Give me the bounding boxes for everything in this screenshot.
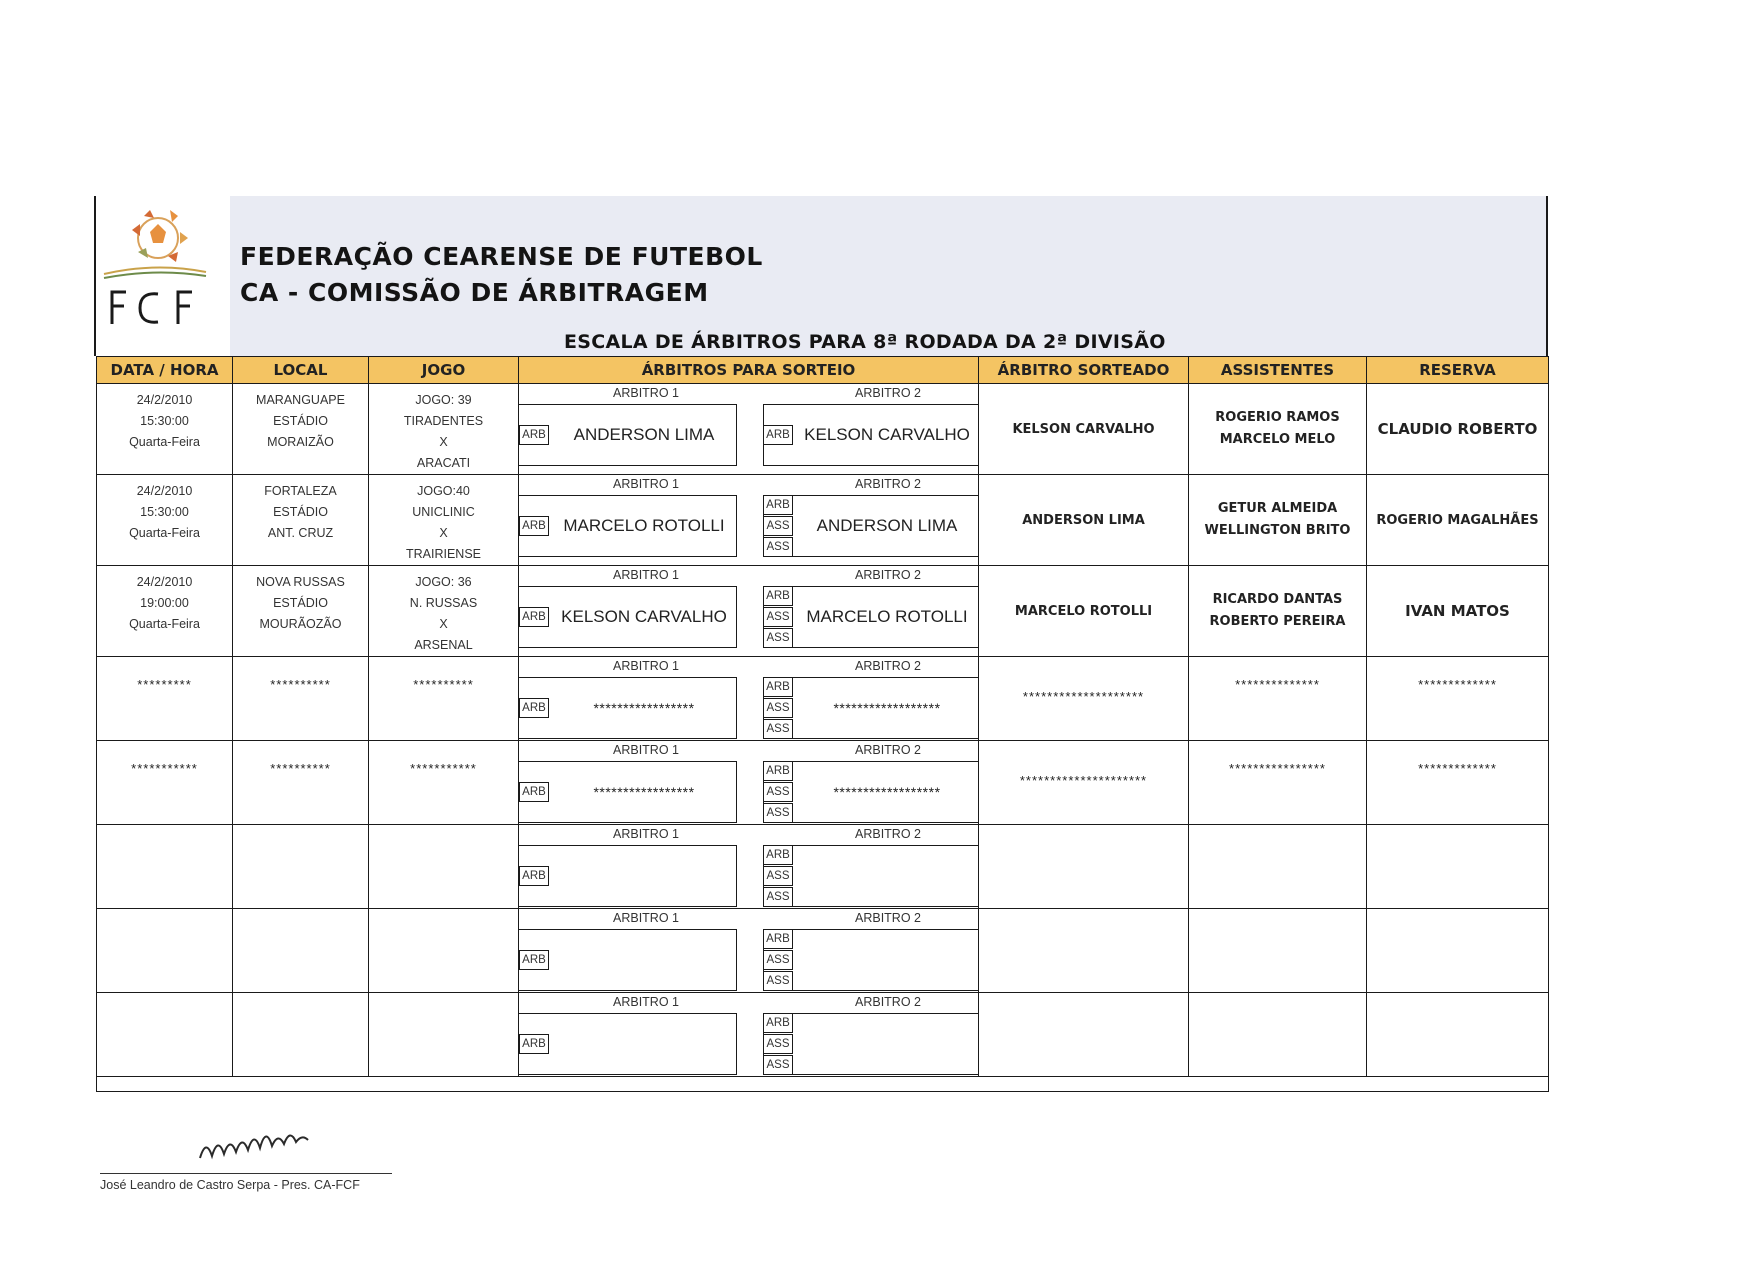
match-date: 24/2/2010: [136, 393, 193, 407]
table-row: [97, 475, 1549, 566]
arbitro2-label: ARBITRO 2: [855, 386, 921, 400]
match-weekday: Quarta-Feira: [129, 435, 200, 449]
versus: X: [439, 526, 448, 540]
escala-sheet: [96, 196, 1548, 1098]
arbitro2-name: MARCELO ROTOLLI: [806, 607, 968, 626]
placeholder-stars: *************: [1418, 761, 1497, 776]
ass-tag: ASS: [763, 782, 793, 802]
arbitros-cell: [519, 825, 979, 909]
data-hora-cell: [97, 741, 233, 825]
arbitro1-name: KELSON CARVALHO: [561, 607, 727, 626]
data-hora-cell: [97, 657, 233, 741]
city: FORTALEZA: [264, 484, 337, 498]
match-weekday: Quarta-Feira: [129, 617, 200, 631]
arb-tag: ARB: [763, 586, 793, 606]
data-hora-cell: [97, 909, 233, 993]
reserva-cell: [1367, 993, 1549, 1077]
sorteado-cell: [979, 909, 1189, 993]
arbitro2-box: [763, 845, 979, 907]
local-cell: [233, 825, 369, 909]
reserva-name: CLAUDIO ROBERTO: [1377, 420, 1538, 438]
escala-table: [96, 356, 1549, 1092]
arbitro1-label: ARBITRO 1: [613, 568, 679, 582]
arb-tag: ARB: [519, 1034, 549, 1054]
assistente-1: ROGERIO RAMOS: [1215, 410, 1340, 425]
match-time: 15:30:00: [140, 505, 189, 519]
table-footer-row: [97, 1077, 1549, 1092]
sorteado-cell: [979, 566, 1189, 657]
placeholder-stars: ***********: [131, 761, 198, 776]
assistentes-cell: [1189, 741, 1367, 825]
arbitro-sorteado: MARCELO ROTOLLI: [1014, 603, 1153, 619]
table-row: [97, 909, 1549, 993]
venue-type: ESTÁDIO: [273, 414, 328, 428]
table-row: [97, 993, 1549, 1077]
assistentes-cell: [1189, 657, 1367, 741]
venue-name: ANT. CRUZ: [267, 526, 334, 540]
assistentes-cell: [1189, 384, 1367, 475]
away-team: TRAIRIENSE: [405, 547, 481, 561]
reserva-cell: [1367, 384, 1549, 475]
placeholder-stars: **************: [1235, 677, 1320, 692]
arbitro1-label: ARBITRO 1: [613, 477, 679, 491]
reserva-cell: [1367, 657, 1549, 741]
arbitro1-name: MARCELO ROTOLLI: [563, 516, 725, 535]
arb-tag: ARB: [519, 425, 549, 445]
arb-tag: ARB: [763, 929, 793, 949]
table-row: [97, 384, 1549, 475]
reserva-cell: [1367, 825, 1549, 909]
ass-tag: ASS: [763, 971, 793, 991]
data-hora-cell: [97, 566, 233, 657]
table-header-row: [97, 357, 1549, 384]
arb-tag: ARB: [519, 607, 549, 627]
venue-type: ESTÁDIO: [273, 505, 328, 519]
placeholder-stars: ********************: [1022, 689, 1145, 704]
assistentes-cell: [1189, 993, 1367, 1077]
arbitro1-label: ARBITRO 1: [613, 827, 679, 841]
ass-tag: ASS: [763, 866, 793, 886]
arb-tag: ARB: [763, 1013, 793, 1033]
ass-tag: ASS: [763, 628, 793, 648]
table-row: [97, 741, 1549, 825]
arbitro1-name: ANDERSON LIMA: [573, 425, 715, 444]
venue-name: MORAIZÃO: [267, 435, 334, 449]
arbitro2-label: ARBITRO 2: [855, 743, 921, 757]
assistentes-cell: [1189, 909, 1367, 993]
ass-tag: ASS: [763, 887, 793, 907]
arbitro1-box: [519, 845, 737, 907]
page-title: ESCALA DE ÁRBITROS PARA 8ª RODADA DA 2ª DIVISÃO: [564, 331, 1166, 353]
reserva-cell: [1367, 909, 1549, 993]
fcf-logo: [96, 196, 230, 356]
local-cell: [233, 993, 369, 1077]
local-cell: [233, 566, 369, 657]
sorteado-cell: [979, 657, 1189, 741]
arb-tag: ARB: [519, 516, 549, 536]
arbitro1-name: *****************: [593, 700, 695, 716]
placeholder-stars: **********: [270, 761, 331, 776]
assistente-2: WELLINGTON BRITO: [1204, 523, 1351, 538]
placeholder-stars: **********: [270, 677, 331, 692]
assistente-1: RICARDO DANTAS: [1212, 592, 1343, 607]
match-time: 15:30:00: [140, 414, 189, 428]
jogo-cell: [369, 993, 519, 1077]
local-cell: [233, 909, 369, 993]
city: MARANGUAPE: [256, 393, 345, 407]
ass-tag: ASS: [763, 537, 793, 557]
sorteado-cell: [979, 475, 1189, 566]
city: NOVA RUSSAS: [256, 575, 345, 589]
versus: X: [439, 435, 448, 449]
arbitros-cell: [519, 657, 979, 741]
jogo-cell: [369, 909, 519, 993]
data-hora-cell: [97, 993, 233, 1077]
away-team: ARACATI: [416, 456, 471, 470]
arbitro2-label: ARBITRO 2: [855, 659, 921, 673]
arbitro2-label: ARBITRO 2: [855, 477, 921, 491]
jogo-cell: [369, 741, 519, 825]
jogo-cell: [369, 566, 519, 657]
home-team: TIRADENTES: [403, 414, 484, 428]
home-team: UNICLINIC: [412, 505, 475, 519]
game-number: JOGO:40: [417, 484, 470, 498]
arbitro1-label: ARBITRO 1: [613, 911, 679, 925]
arbitro2-name: KELSON CARVALHO: [804, 425, 970, 444]
match-weekday: Quarta-Feira: [129, 526, 200, 540]
ass-tag: ASS: [763, 698, 793, 718]
game-number: JOGO: 39: [415, 393, 472, 407]
arbitro2-label: ARBITRO 2: [855, 995, 921, 1009]
assistentes-cell: [1189, 566, 1367, 657]
table-row: [97, 657, 1549, 741]
col-local: LOCAL: [233, 357, 369, 384]
arbitros-cell: [519, 741, 979, 825]
arbitro1-label: ARBITRO 1: [613, 995, 679, 1009]
placeholder-stars: ***********: [410, 761, 477, 776]
table-row: [97, 825, 1549, 909]
ass-tag: ASS: [763, 803, 793, 823]
data-hora-cell: [97, 825, 233, 909]
col-data-hora: DATA / HORA: [97, 357, 233, 384]
col-assistentes: ASSISTENTES: [1189, 357, 1367, 384]
local-cell: [233, 657, 369, 741]
sorteado-cell: [979, 993, 1189, 1077]
arb-tag: ARB: [763, 495, 793, 515]
outer-right-border: [1546, 196, 1548, 356]
arb-tag: ARB: [519, 782, 549, 802]
ass-tag: ASS: [763, 719, 793, 739]
arbitros-cell: [519, 993, 979, 1077]
arbitro2-label: ARBITRO 2: [855, 911, 921, 925]
arbitro-sorteado: KELSON CARVALHO: [1012, 421, 1155, 437]
jogo-cell: [369, 657, 519, 741]
arbitro2-box: [763, 929, 979, 991]
arbitro-sorteado: ANDERSON LIMA: [1022, 512, 1145, 528]
arbitros-cell: [519, 384, 979, 475]
match-date: 24/2/2010: [136, 575, 193, 589]
assistente-2: ROBERTO PEREIRA: [1209, 614, 1346, 629]
arbitro1-label: ARBITRO 1: [613, 743, 679, 757]
arbitro1-name: *****************: [593, 784, 695, 800]
arbitros-cell: [519, 475, 979, 566]
ass-tag: ASS: [763, 950, 793, 970]
reserva-cell: [1367, 566, 1549, 657]
org-name: FEDERAÇÃO CEARENSE DE FUTEBOL: [240, 242, 763, 271]
away-team: ARSENAL: [414, 638, 473, 652]
arb-tag: ARB: [763, 845, 793, 865]
reserva-name: ROGERIO MAGALHÃES: [1376, 512, 1539, 528]
org-department: CA - COMISSÃO DE ÁRBITRAGEM: [240, 278, 709, 307]
arb-tag: ARB: [519, 698, 549, 718]
ass-tag: ASS: [763, 516, 793, 536]
signatory-name: José Leandro de Castro Serpa - Pres. CA-FCF: [100, 1178, 360, 1192]
placeholder-stars: **********: [413, 677, 474, 692]
arbitro2-box: [763, 1013, 979, 1075]
data-hora-cell: [97, 384, 233, 475]
arbitro2-label: ARBITRO 2: [855, 827, 921, 841]
match-time: 19:00:00: [140, 596, 189, 610]
arbitros-cell: [519, 566, 979, 657]
assistente-1: GETUR ALMEIDA: [1217, 501, 1338, 516]
arbitro1-box: [519, 929, 737, 991]
arb-tag: ARB: [519, 866, 549, 886]
arbitro2-name: ANDERSON LIMA: [816, 516, 958, 535]
local-cell: [233, 384, 369, 475]
data-hora-cell: [97, 475, 233, 566]
outer-left-border: [94, 196, 96, 356]
reserva-name: IVAN MATOS: [1405, 602, 1510, 620]
versus: X: [439, 617, 448, 631]
jogo-cell: [369, 384, 519, 475]
placeholder-stars: *********************: [1019, 773, 1148, 788]
footer-strip: [97, 1077, 1549, 1092]
sorteado-cell: [979, 384, 1189, 475]
arb-tag: ARB: [763, 761, 793, 781]
arbitro2-name: ******************: [833, 700, 941, 716]
col-arbitro-sorteado: ÁRBITRO SORTEADO: [979, 357, 1189, 384]
assistentes-cell: [1189, 825, 1367, 909]
arbitro2-name: ******************: [833, 784, 941, 800]
assistentes-cell: [1189, 475, 1367, 566]
col-arbitros-sorteio: ÁRBITROS PARA SORTEIO: [519, 357, 979, 384]
table-row: [97, 566, 1549, 657]
match-date: 24/2/2010: [136, 484, 193, 498]
arbitro1-label: ARBITRO 1: [613, 386, 679, 400]
local-cell: [233, 475, 369, 566]
arb-tag: ARB: [519, 950, 549, 970]
ass-tag: ASS: [763, 607, 793, 627]
reserva-cell: [1367, 741, 1549, 825]
col-reserva: RESERVA: [1367, 357, 1549, 384]
col-jogo: JOGO: [369, 357, 519, 384]
assistente-2: MARCELO MELO: [1219, 432, 1336, 447]
arb-tag: ARB: [763, 425, 793, 445]
game-number: JOGO: 36: [415, 575, 472, 589]
placeholder-stars: ****************: [1229, 761, 1326, 776]
arbitro1-box: [519, 1013, 737, 1075]
sorteado-cell: [979, 825, 1189, 909]
local-cell: [233, 741, 369, 825]
ass-tag: ASS: [763, 1034, 793, 1054]
home-team: N. RUSSAS: [409, 596, 478, 610]
venue-name: MOURÃOZÃO: [259, 617, 342, 631]
jogo-cell: [369, 475, 519, 566]
jogo-cell: [369, 825, 519, 909]
signature-line: [100, 1173, 392, 1174]
arbitros-cell: [519, 909, 979, 993]
signature-scrawl: [196, 1118, 316, 1168]
reserva-cell: [1367, 475, 1549, 566]
placeholder-stars: *************: [1418, 677, 1497, 692]
venue-type: ESTÁDIO: [273, 596, 328, 610]
ass-tag: ASS: [763, 1055, 793, 1075]
placeholder-stars: *********: [137, 677, 192, 692]
arbitro1-label: ARBITRO 1: [613, 659, 679, 673]
sorteado-cell: [979, 741, 1189, 825]
arbitro2-label: ARBITRO 2: [855, 568, 921, 582]
arb-tag: ARB: [763, 677, 793, 697]
